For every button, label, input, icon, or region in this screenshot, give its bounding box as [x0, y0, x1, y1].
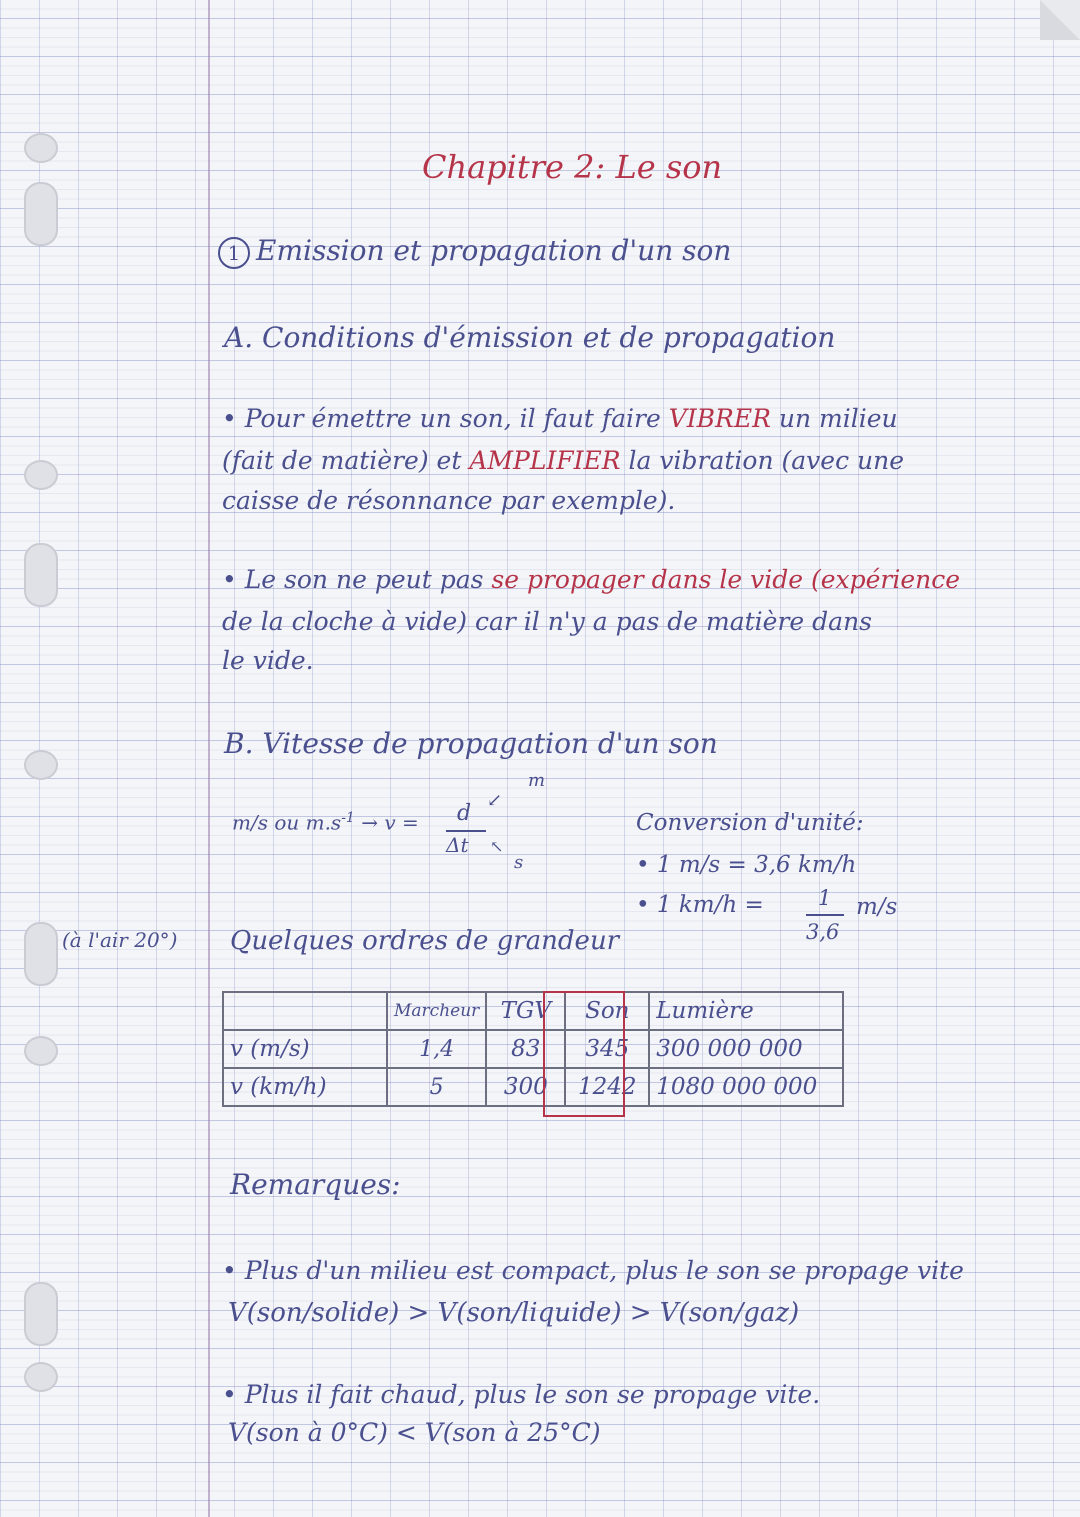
fraction-bar — [806, 914, 844, 916]
label-s: s — [514, 852, 524, 873]
conversion-unit: m/s — [856, 894, 898, 920]
table-cell: 5 — [387, 1068, 486, 1106]
binder-hole — [24, 460, 58, 490]
part-a-bullet1-line3: caisse de résonnance par exemple). — [222, 486, 676, 515]
part-a-heading: A. Conditions d'émission et de propagation — [224, 321, 836, 354]
unit: m/s ou m.s — [232, 810, 342, 835]
table-header-cell: TGV — [486, 992, 565, 1030]
text: Pour émettre un son, il faut faire — [244, 404, 661, 433]
margin-line — [208, 0, 210, 1517]
table-cell: 300 — [486, 1068, 565, 1106]
binder-hole — [24, 133, 58, 163]
part-b-heading: B. Vitesse de propagation d'un son — [224, 727, 718, 760]
label-m: m — [528, 770, 546, 791]
remarks-heading: Remarques: — [230, 1168, 401, 1201]
text: (fait de matière) et — [222, 446, 462, 475]
table-cell: 1,4 — [387, 1030, 486, 1068]
table-header-cell: Lumière — [649, 992, 843, 1030]
text-red: se propager dans le vide (expérience — [491, 565, 961, 594]
conversion-num: 1 — [818, 886, 832, 910]
fraction-bar — [446, 830, 486, 832]
remark2-line2: V(son à 0°C) < V(son à 25°C) — [228, 1418, 601, 1447]
binder-hole — [24, 1282, 58, 1346]
binder-hole — [24, 1036, 58, 1066]
text: un milieu — [778, 404, 898, 433]
table-header-row — [223, 992, 843, 1030]
text: la vibration (avec une — [628, 446, 905, 475]
section-title: Emission et propagation d'un son — [256, 234, 732, 267]
text: 1 km/h = — [656, 892, 764, 918]
formula-denominator: Δt — [446, 833, 469, 857]
remark1-line1: • Plus d'un milieu est compact, plus le son se propage vite — [222, 1256, 964, 1285]
part-a-bullet2-line1: • Le son ne peut pas se propager dans le vide (expérience — [222, 565, 961, 594]
formula-numerator: d — [457, 801, 472, 826]
page-corner — [1040, 0, 1080, 40]
binder-hole — [24, 750, 58, 780]
table-cell: 345 — [565, 1030, 649, 1068]
table-cell: 1080 000 000 — [649, 1068, 843, 1106]
text: Plus d'un milieu est compact, plus le son se propage vite — [244, 1256, 964, 1285]
air-temperature-note: (à l'air 20°) — [62, 928, 178, 952]
part-a-bullet2-line3: le vide. — [222, 646, 314, 675]
binder-hole — [24, 1362, 58, 1392]
table-cell: 1242 — [565, 1068, 649, 1106]
arrow-to-t-icon: ↖ — [490, 837, 504, 856]
conversion-heading: Conversion d'unité: — [636, 810, 864, 836]
remark2-line1: • Plus il fait chaud, plus le son se propage vite. — [222, 1380, 821, 1409]
unit-label — [232, 810, 419, 835]
binder-hole — [24, 182, 58, 246]
binder-hole — [24, 922, 58, 986]
part-a-bullet1-line1: • Pour émettre un son, il faut faire VIBRER un milieu — [222, 404, 898, 433]
remark1-line2: V(son/solide) > V(son/liquide) > V(son/gaz) — [228, 1298, 800, 1328]
conversion-line1: • 1 m/s = 3,6 km/h — [636, 852, 857, 878]
table-row — [223, 1030, 843, 1068]
arrow-to-d-icon: ↙ — [487, 790, 503, 811]
keyword-amplifier: AMPLIFIER — [469, 446, 621, 475]
section-heading — [218, 234, 731, 269]
section-number: 1 — [218, 237, 250, 269]
unit-exponent: -1 — [341, 810, 355, 826]
arrow-icon: → — [361, 810, 378, 835]
table-cell: v (km/h) — [223, 1068, 387, 1106]
orders-heading: Quelques ordres de grandeur — [230, 926, 620, 956]
table-row — [223, 1068, 843, 1106]
page-title: Chapitre 2: Le son — [422, 148, 723, 186]
formula-lhs: v = — [384, 810, 419, 835]
speed-table — [222, 991, 844, 1107]
part-a-bullet2-line2: de la cloche à vide) car il n'y a pas de matière dans — [222, 607, 872, 636]
text: 1 m/s = 3,6 km/h — [656, 852, 857, 878]
part-a-bullet1-line2 — [222, 446, 904, 475]
keyword-vibrer: VIBRER — [668, 404, 771, 433]
table-cell: v (m/s) — [223, 1030, 387, 1068]
son-column-highlight — [543, 991, 625, 1117]
text: Plus il fait chaud, plus le son se propage vite. — [244, 1380, 821, 1409]
conversion-den: 3,6 — [806, 920, 840, 944]
text: Le son ne peut pas — [244, 565, 484, 594]
table-header-cell: Marcheur — [387, 992, 486, 1030]
table-header-cell — [223, 992, 387, 1030]
table-cell: 83 — [486, 1030, 565, 1068]
conversion-line2: • 1 km/h = — [636, 892, 764, 918]
binder-hole — [24, 543, 58, 607]
table-header-cell: Son — [565, 992, 649, 1030]
table-cell: 300 000 000 — [649, 1030, 843, 1068]
